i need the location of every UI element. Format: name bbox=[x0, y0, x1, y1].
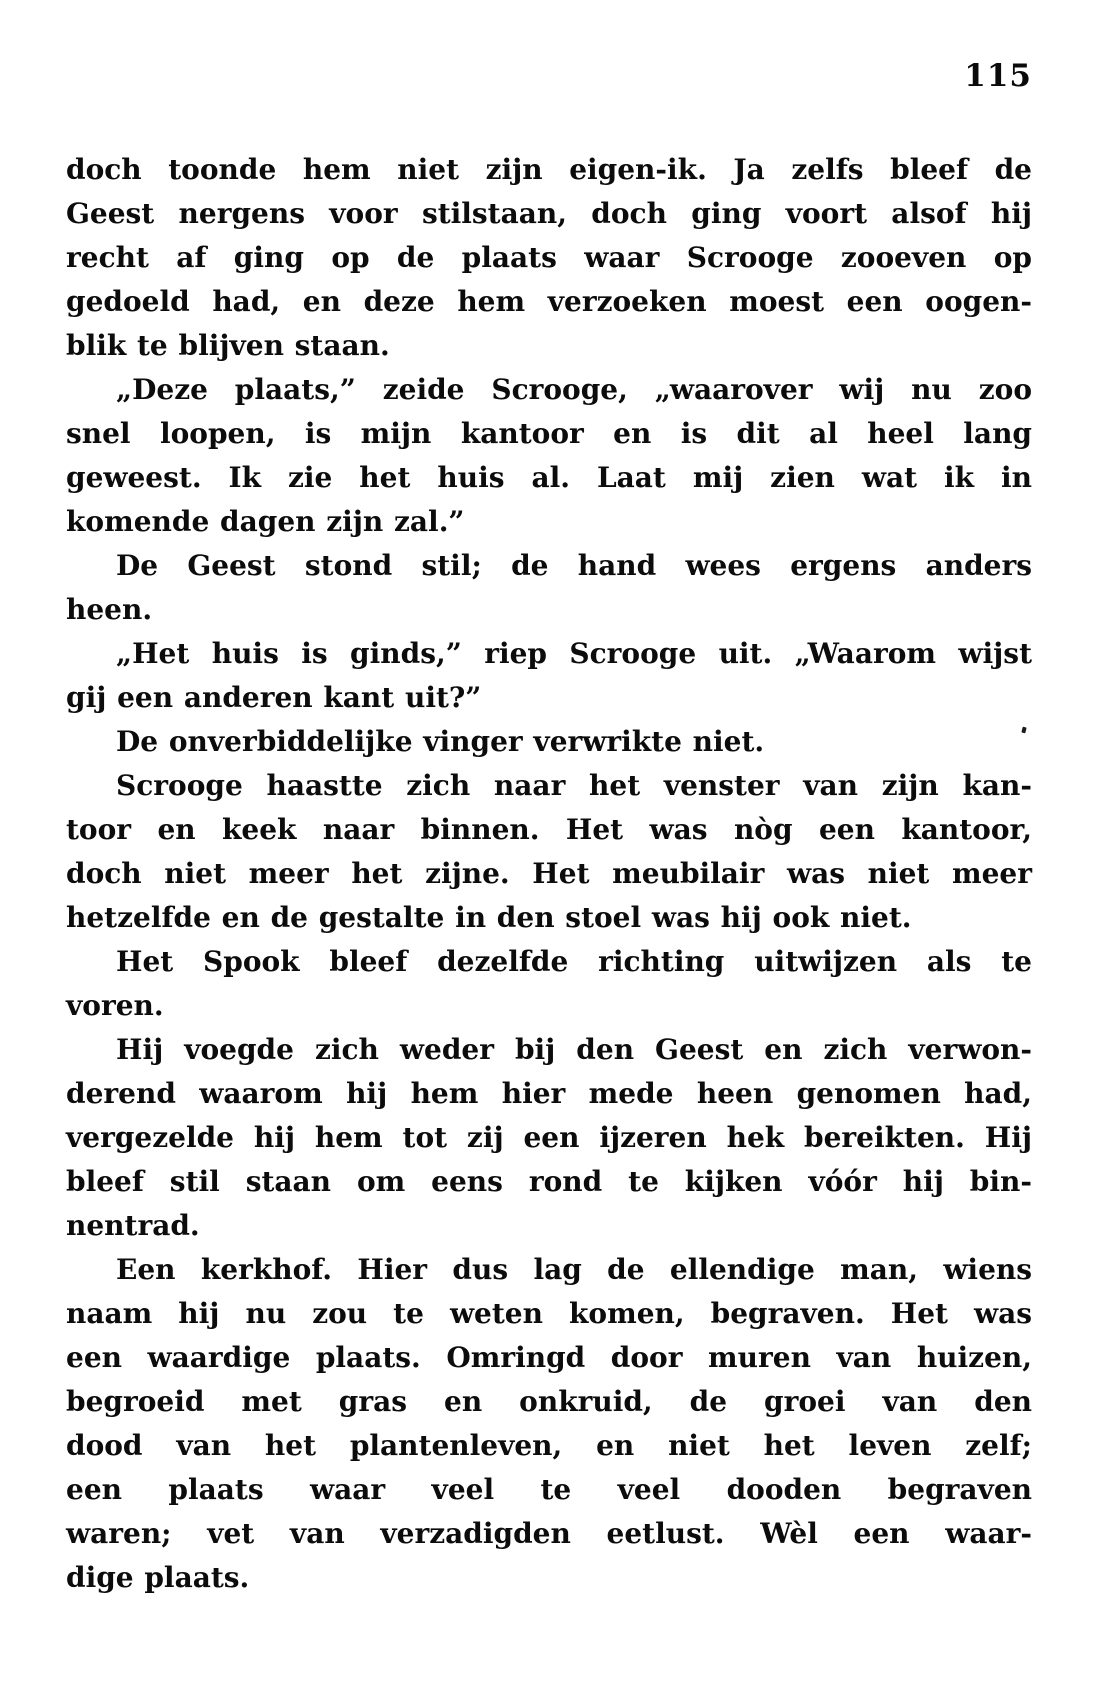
text-line: derend waarom hij hem hier mede heen genomen had, bbox=[66, 1077, 1032, 1110]
paragraph bbox=[66, 940, 1032, 1028]
text-line: doch toonde hem niet zijn eigen-ik. Ja zelfs bleef de bbox=[66, 153, 1032, 186]
text-line: een waardige plaats. Omringd door muren van huizen, bbox=[66, 1341, 1032, 1374]
paragraph bbox=[66, 368, 1032, 544]
text-line: waren; vet van verzadigden eetlust. Wèl een waar- bbox=[66, 1517, 1032, 1550]
paragraph bbox=[66, 544, 1032, 632]
paragraph bbox=[66, 1028, 1032, 1248]
text-line: naam hij nu zou te weten komen, begraven. Het was bbox=[66, 1297, 1032, 1330]
text-line: begroeid met gras en onkruid, de groei van den bbox=[66, 1385, 1032, 1418]
text-line: bleef stil staan om eens rond te kijken vóór hij bin- bbox=[66, 1165, 1032, 1198]
page-text bbox=[66, 148, 1032, 1600]
text-line: dige plaats. bbox=[66, 1561, 250, 1594]
text-line: hetzelfde en de gestalte in den stoel was hij ook niet. bbox=[66, 901, 912, 934]
paragraph bbox=[66, 1248, 1032, 1600]
text-line: Scrooge haastte zich naar het venster van zijn kan- bbox=[116, 769, 1032, 802]
text-line: Het Spook bleef dezelfde richting uitwijzen als te bbox=[116, 945, 1032, 978]
paragraph bbox=[66, 764, 1032, 940]
text-line: De Geest stond stil; de hand wees ergens anders bbox=[116, 549, 1032, 582]
text-line: Hij voegde zich weder bij den Geest en zich verwon- bbox=[116, 1033, 1032, 1066]
text-line: doch niet meer het zijne. Het meubilair was niet meer bbox=[66, 857, 1032, 890]
text-line: heen. bbox=[66, 593, 153, 626]
text-line: nentrad. bbox=[66, 1209, 200, 1242]
text-line: een plaats waar veel te veel dooden begraven bbox=[66, 1473, 1032, 1506]
text-line: „Het huis is ginds,” riep Scrooge uit. „Waarom wijst bbox=[116, 637, 1032, 670]
text-line: Een kerkhof. Hier dus lag de ellendige man, wiens bbox=[116, 1253, 1032, 1286]
text-line: dood van het plantenleven, en niet het leven zelf; bbox=[66, 1429, 1032, 1462]
text-line: „Deze plaats,” zeide Scrooge, „waarover wij nu zoo bbox=[116, 373, 1032, 406]
text-line: recht af ging op de plaats waar Scrooge zooeven op bbox=[66, 241, 1032, 274]
text-line: snel loopen, is mijn kantoor en is dit al heel lang bbox=[66, 417, 1032, 450]
text-line: voren. bbox=[66, 989, 164, 1022]
text-line: De onverbiddelijke vinger verwrikte niet. bbox=[116, 725, 765, 758]
text-line: geweest. Ik zie het huis al. Laat mij zien wat ik in bbox=[66, 461, 1032, 494]
paragraph bbox=[66, 148, 1032, 368]
text-line: blik te blijven staan. bbox=[66, 329, 390, 362]
text-line: vergezelde hij hem tot zij een ijzeren hek bereikten. Hij bbox=[66, 1121, 1032, 1154]
text-line: gedoeld had, en deze hem verzoeken moest een oogen- bbox=[66, 285, 1032, 318]
text-line: gij een anderen kant uit?” bbox=[66, 681, 482, 714]
text-line: komende dagen zijn zal.” bbox=[66, 505, 465, 538]
page-number: 115 bbox=[964, 58, 1032, 94]
paragraph bbox=[66, 720, 1032, 764]
text-line: Geest nergens voor stilstaan, doch ging voort alsof hij bbox=[66, 197, 1032, 230]
paragraph bbox=[66, 632, 1032, 720]
text-line: toor en keek naar binnen. Het was nòg een kantoor, bbox=[66, 813, 1032, 846]
